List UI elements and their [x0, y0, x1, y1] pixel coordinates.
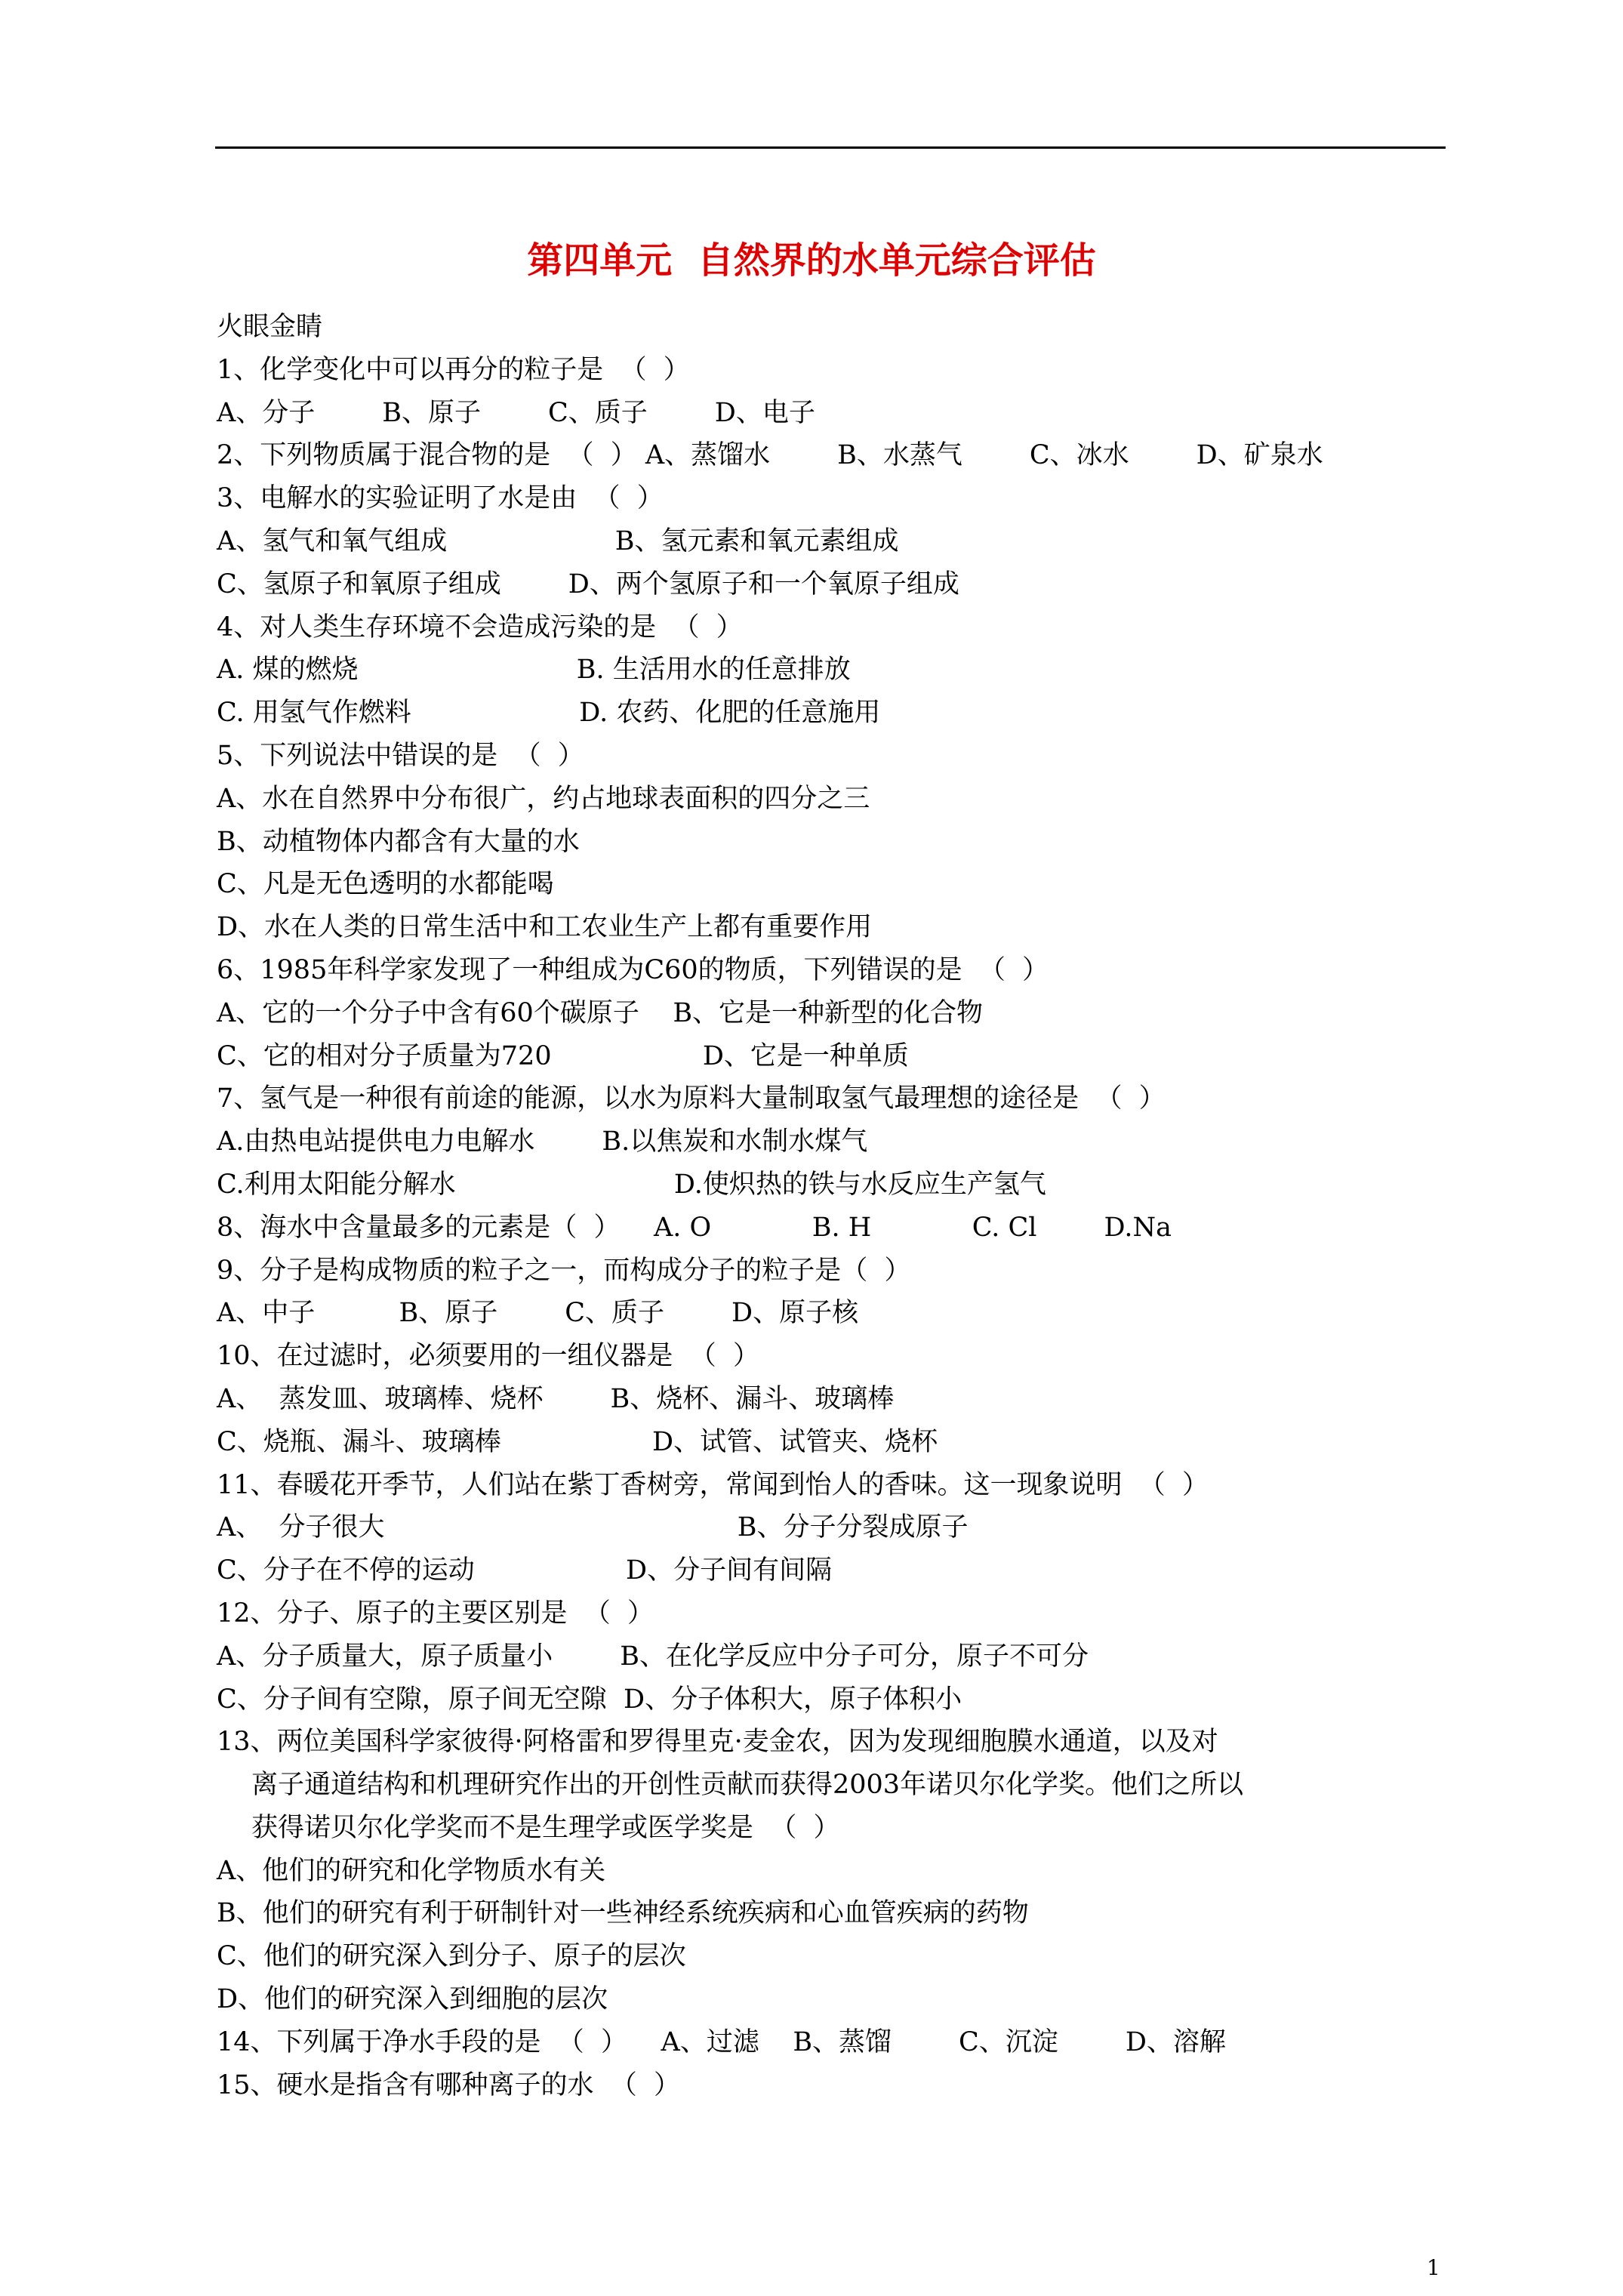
option-line: C、烧瓶、漏斗、玻璃棒 D、试管、试管夹、烧杯 [217, 1426, 938, 1457]
option-line: C、分子在不停的运动 D、分子间有间隔 [217, 1555, 833, 1586]
question-line: 5、下列说法中错误的是 （ ） [217, 740, 584, 771]
option-line: A、他们的研究和化学物质水有关 [217, 1855, 606, 1886]
option-line: A. 煤的燃烧 B. 生活用水的任意排放 [217, 655, 851, 686]
question-line: 12、分子、原子的主要区别是 （ ） [217, 1598, 654, 1629]
option-line: C、凡是无色透明的水都能喝 [217, 869, 554, 900]
question-list [217, 306, 1455, 2106]
question-line: 14、下列属于净水手段的是 （ ） A、过滤 B、蒸馏 C、沉淀 D、溶解 [217, 2026, 1226, 2057]
option-line: C.利用太阳能分解水 D.使炽热的铁与水反应生产氢气 [217, 1169, 1046, 1200]
option-line: A、分子质量大，原子质量小 B、在化学反应中分子可分，原子不可分 [217, 1641, 1089, 1672]
option-line: A、 分子很大 B、分子分裂成原子 [217, 1512, 969, 1543]
option-line: C、他们的研究深入到分子、原子的层次 [217, 1941, 686, 1972]
question-line: 3、电解水的实验证明了水是由 （ ） [217, 483, 664, 514]
section-heading: 火眼金睛 [217, 312, 323, 342]
option-line: A、分子 B、原子 C、质子 D、电子 [217, 397, 815, 428]
question-line: 15、硬水是指含有哪种离子的水 （ ） [217, 2069, 681, 2100]
question-line: 11、春暖花开季节，人们站在紫丁香树旁，常闻到怡人的香味。这一现象说明 （ ） [217, 1469, 1209, 1500]
option-line: A、水在自然界中分布很广，约占地球表面积的四分之三 [217, 783, 870, 814]
option-line: D、他们的研究深入到细胞的层次 [217, 1984, 608, 2015]
question-line: 8、海水中含量最多的元素是（ ） A. O B. H C. Cl D.Na [217, 1212, 1172, 1243]
question-line: 4、对人类生存环境不会造成污染的是 （ ） [217, 612, 743, 643]
question-line: 13、两位美国科学家彼得·阿格雷和罗得里克·麦金农，因为发现细胞膜水通道，以及对 [217, 1727, 1218, 1758]
option-line: D、水在人类的日常生活中和工农业生产上都有重要作用 [217, 912, 873, 943]
option-line: C、氢原子和氧原子组成 D、两个氢原子和一个氧原子组成 [217, 569, 959, 599]
question-line: 6、1985年科学家发现了一种组成为C60的物质，下列错误的是 （ ） [217, 954, 1049, 985]
question-line: 10、在过滤时，必须要用的一组仪器是 （ ） [217, 1341, 760, 1372]
question-line: 2、下列物质属于混合物的是 （ ） A、蒸馏水 B、水蒸气 C、冰水 D、矿泉水 [217, 440, 1323, 471]
option-line: A.由热电站提供电力电解水 B.以焦炭和水制水煤气 [217, 1126, 868, 1157]
option-line: A、氢气和氧气组成 B、氢元素和氧元素组成 [217, 525, 899, 556]
header-rule [215, 146, 1446, 149]
option-line: C、它的相对分子质量为720 D、它是一种单质 [217, 1040, 909, 1071]
question-line: 7、氢气是一种很有前途的能源，以水为原料大量制取氢气最理想的途径是 （ ） [217, 1083, 1166, 1114]
option-line: A、中子 B、原子 C、质子 D、原子核 [217, 1298, 859, 1329]
option-line: B、他们的研究有利于研制针对一些神经系统疾病和心血管疾病的药物 [217, 1898, 1029, 1929]
question-continuation-line: 获得诺贝尔化学奖而不是生理学或医学奖是 （ ） [251, 1812, 840, 1843]
option-line: C. 用氢气作燃料 D. 农药、化肥的任意施用 [217, 698, 881, 729]
option-line: C、分子间有空隙，原子间无空隙 D、分子体积大，原子体积小 [217, 1684, 962, 1715]
document-title: 第四单元 自然界的水单元综合评估 [527, 239, 1096, 282]
question-line: 1、化学变化中可以再分的粒子是 （ ） [217, 354, 690, 385]
option-line: A、它的一个分子中含有60个碳原子 B、它是一种新型的化合物 [217, 997, 984, 1028]
question-line: 9、分子是构成物质的粒子之一，而构成分子的粒子是（ ） [217, 1255, 911, 1286]
page-number: 1 [1427, 2255, 1440, 2280]
option-line: A、 蒸发皿、玻璃棒、烧杯 B、烧杯、漏斗、玻璃棒 [217, 1383, 895, 1414]
option-line: B、动植物体内都含有大量的水 [217, 826, 580, 857]
question-continuation-line: 离子通道结构和机理研究作出的开创性贡献而获得2003年诺贝尔化学奖。他们之所以 [251, 1770, 1244, 1801]
